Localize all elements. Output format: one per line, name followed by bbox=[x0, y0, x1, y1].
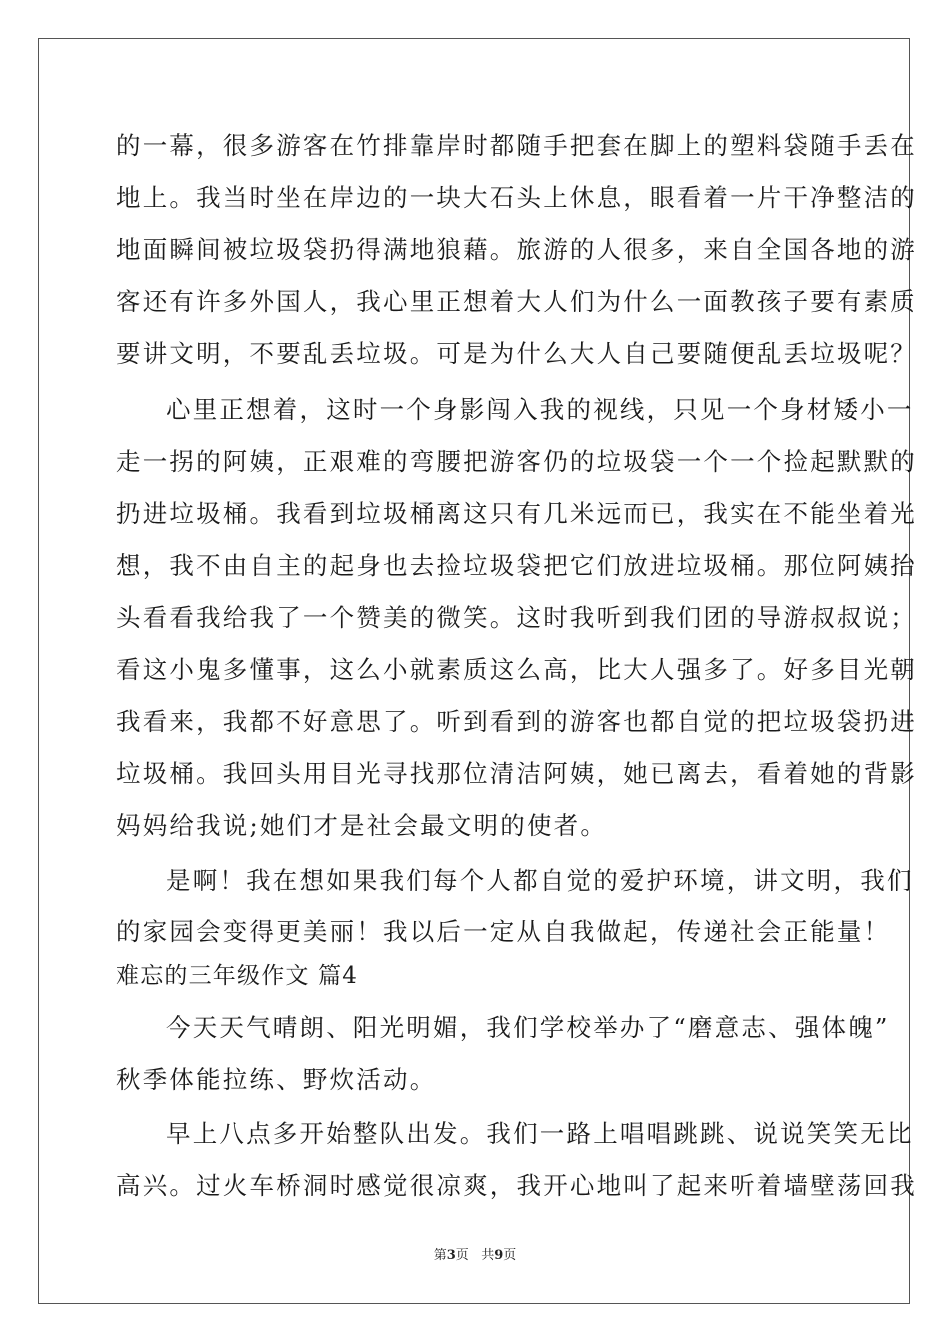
total-page-number: 9 bbox=[494, 1248, 504, 1263]
paragraph-start-line: 心里正想着，这时一个身影闯入我的视线，只见一个身材矮小一 bbox=[166, 395, 914, 424]
text-line: 秋季体能拉练、野炊活动。 bbox=[116, 1065, 437, 1094]
text-line: 妈妈给我说;她们才是社会最文明的使者。 bbox=[116, 811, 608, 840]
text-line: 垃圾桶。我回头用目光寻找那位清洁阿姨，她已离去，看着她的背影 bbox=[116, 759, 917, 788]
text-line: 的家园会变得更美丽！我以后一定从自我做起，传递社会正能量！ bbox=[116, 917, 891, 946]
text-line: 地上。我当时坐在岸边的一块大石头上休息，眼看着一片干净整洁的 bbox=[116, 183, 917, 212]
paragraph-start-line: 是啊！我在想如果我们每个人都自觉的爱护环境，讲文明，我们 bbox=[166, 866, 914, 895]
section-heading: 难忘的三年级作文 篇4 bbox=[116, 963, 359, 989]
text-line: 看这小鬼多懂事，这么小就素质这么高，比大人强多了。好多目光朝 bbox=[116, 655, 917, 684]
text-line: 要讲文明，不要乱丢垃圾。可是为什么大人自己要随便乱丢垃圾呢？ bbox=[116, 339, 917, 368]
page-suffix: 页 bbox=[503, 1248, 517, 1263]
text-line: 的一幕，很多游客在竹排靠岸时都随手把套在脚上的塑料袋随手丢在 bbox=[116, 131, 917, 160]
text-line: 头看看我给我了一个赞美的微笑。这时我听到我们团的导游叔叔说； bbox=[116, 603, 917, 632]
text-line: 客还有许多外国人，我心里正想着大人们为什么一面教孩子要有素质 bbox=[116, 287, 917, 316]
text-line: 高兴。过火车桥洞时感觉很凉爽，我开心地叫了起来听着墙壁荡回我 bbox=[116, 1171, 917, 1200]
page-number-footer bbox=[0, 1244, 950, 1263]
page-prefix: 第 bbox=[433, 1248, 447, 1263]
text-line: 想，我不由自主的起身也去捡垃圾袋把它们放进垃圾桶。那位阿姨抬 bbox=[116, 551, 917, 580]
current-page-number: 3 bbox=[446, 1248, 456, 1263]
paragraph-start-line: 早上八点多开始整队出发。我们一路上唱唱跳跳、说说笑笑无比 bbox=[166, 1119, 914, 1148]
text-line: 我看来，我都不好意思了。听到看到的游客也都自觉的把垃圾袋扔进 bbox=[116, 707, 917, 736]
text-line: 扔进垃圾桶。我看到垃圾桶离这只有几米远而已，我实在不能坐着光 bbox=[116, 499, 917, 528]
page-mid: 页 共 bbox=[455, 1248, 495, 1263]
text-line: 走一拐的阿姨，正艰难的弯腰把游客仍的垃圾袋一个一个捡起默默的 bbox=[116, 447, 917, 476]
paragraph-start-line: 今天天气晴朗、阳光明媚，我们学校举办了“磨意志、强体魄” bbox=[166, 1013, 890, 1042]
text-line: 地面瞬间被垃圾袋扔得满地狼藉。旅游的人很多，来自全国各地的游 bbox=[116, 235, 917, 264]
